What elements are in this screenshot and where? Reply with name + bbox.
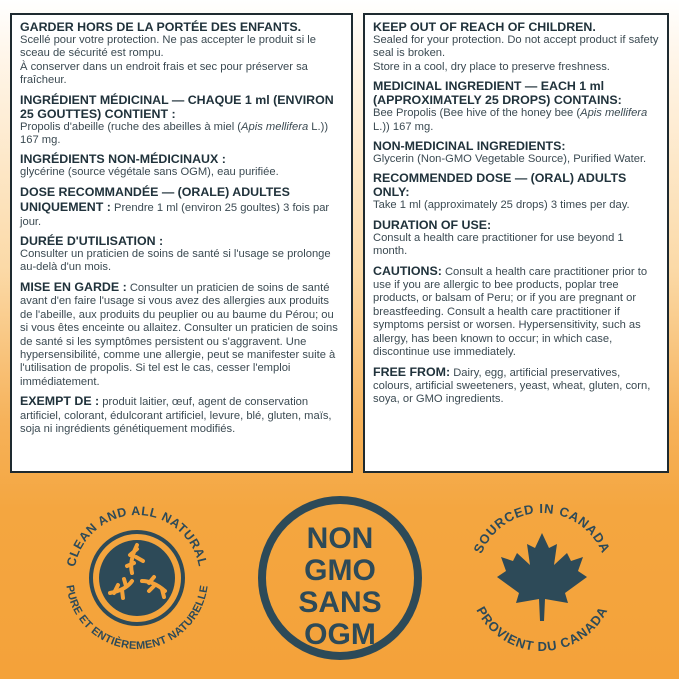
natural-bottom-text: PURE ET ENTIÈREMENT NATURELLE xyxy=(63,584,211,653)
non-medicinal-heading: INGRÉDIENTS NON-MÉDICINAUX : xyxy=(20,152,226,167)
cautions-text: Consult a health care practitioner prior to use if you are allergic to bee products, poplar tree products, or balsam of Peru; or if you are pregnant or breastfeeding. Consult a health care practitioner if symptoms persist or worsen. Hypersensitivity, such as allergy, has been known to occur; in which case, discontinue use immediately. xyxy=(373,265,648,359)
warning-text-seal: Scellé pour votre protection. Ne pas accepter le produit si le sceau de sécurité est rompu. xyxy=(20,34,317,60)
dose-text: Take 1 ml (approximately 25 drops) 3 times per day. xyxy=(373,199,630,212)
dose-heading: DOSE RECOMMANDÉE — (ORALE) ADULTES UNIQUEMENT : xyxy=(20,184,290,215)
cautions-heading: CAUTIONS: xyxy=(373,263,442,278)
duration-heading: DURÉE D'UTILISATION : xyxy=(20,234,164,249)
free-from-heading: EXEMPT DE : xyxy=(20,394,100,409)
dose-section xyxy=(20,185,344,229)
non-medicinal-section xyxy=(373,139,660,166)
free-from-text: produit laitier, œuf, agent de conservation artificiel, colorant, édulcorant artificiel, levure, blé, gluten, maïs, soja ni ingrédients génétiquement modifiés. xyxy=(20,396,332,435)
ingredient-text-a: Bee Propolis (Bee hive of the honey bee ( xyxy=(373,107,581,120)
warning-section xyxy=(373,20,660,74)
free-from-section xyxy=(373,365,660,407)
duration-heading: DURATION OF USE: xyxy=(373,217,492,232)
cautions-text: Consulter un praticien de soins de santé avant d'en faire l'usage si vous avez des allergies aux produits de l'abeille, aux produits du peuplier ou au baume du Pérou; ou si vous êtes enceinte ou allaitez. Consulter un praticien de soins de santé si les symptômes persistent ou s'aggravent. Une hypersensibilité, comme une allergie, peut se manifester suite à l'utilisation de propolis. Si tel est le cas, cesser l'emploi immédiatement. xyxy=(20,281,338,388)
warning-text-storage: À conserver dans un endroit frais et sec pour préserver sa fraîcheur. xyxy=(20,60,308,87)
dose-text: Prendre 1 ml (environ 25 goultes) 3 fois par jour. xyxy=(20,202,330,228)
ingredient-text-a: Propolis d'abeille (ruche des abeilles à miel ( xyxy=(20,120,242,133)
medicinal-ingredient-heading: MEDICINAL INGREDIENT — EACH 1 ml (APPROXIMATELY 25 DROPS) CONTAINS: xyxy=(373,79,622,108)
gmo-line-3: SANS xyxy=(298,586,382,619)
dose-heading: RECOMMENDED DOSE — (ORAL) ADULTS ONLY: xyxy=(373,171,627,200)
non-gmo-badge xyxy=(255,493,425,663)
medicinal-ingredient-text xyxy=(373,107,660,134)
natural-badge xyxy=(52,493,222,663)
non-medicinal-section xyxy=(20,152,344,179)
natural-top-text: CLEAN AND ALL NATURAL xyxy=(64,503,210,568)
gmo-line-4: OGM xyxy=(304,618,376,651)
medicinal-ingredient-text xyxy=(20,121,344,148)
dose-section xyxy=(373,171,660,212)
gmo-line-2: GMO xyxy=(304,554,376,587)
latin-name: Apis mellifera xyxy=(580,107,648,120)
canada-badge xyxy=(457,493,627,663)
gmo-line-1: NON xyxy=(306,522,374,555)
non-medicinal-heading: NON-MEDICINAL INGREDIENTS: xyxy=(373,139,566,154)
ingredient-text-c: L.)) 167 mg. xyxy=(373,120,434,133)
medicinal-ingredient-section xyxy=(20,93,344,148)
canada-bottom-text: PROVIENT DU CANADA xyxy=(473,603,611,655)
non-medicinal-text: glycérine (source végétale sans OGM), eau purifiée. xyxy=(20,166,279,179)
cautions-section xyxy=(20,280,344,389)
duration-section xyxy=(20,234,344,275)
free-from-heading: FREE FROM: xyxy=(373,364,451,379)
free-from-section xyxy=(20,394,344,436)
english-label-panel xyxy=(363,13,669,473)
cautions-heading: MISE EN GARDE : xyxy=(20,279,127,294)
free-from-text: Dairy, egg, artificial preservatives, colours, artificial sweeteners, yeast, wheat, gluten, corn, soya, or GMO ingredients. xyxy=(373,366,651,406)
warning-heading: GARDER HORS DE LA PORTÉE DES ENFANTS. xyxy=(20,20,302,34)
duration-section xyxy=(373,218,660,259)
warning-section xyxy=(20,20,344,88)
latin-name: Apis mellifera xyxy=(241,120,309,133)
ingredient-text-c: L.)) 167 mg. xyxy=(20,120,329,147)
french-label-panel xyxy=(10,13,353,473)
cautions-section xyxy=(373,264,660,360)
medicinal-ingredient-heading: INGRÉDIENT MÉDICINAL — CHAQUE 1 ml (ENVIRON 25 GOUTTES) CONTIENT : xyxy=(20,92,334,121)
recycle-leaf-icon xyxy=(99,540,175,616)
medicinal-ingredient-section xyxy=(373,79,660,134)
warning-text-storage: Store in a cool, dry place to preserve freshness. xyxy=(373,60,610,73)
duration-text: Consult a health care practitioner for use beyond 1 month. xyxy=(373,231,624,258)
warning-text-seal: Sealed for your protection. Do not accept product if safety seal is broken. xyxy=(373,34,659,60)
duration-text: Consulter un praticien de soins de santé si l'usage se prolonge au-delà d'un mois. xyxy=(20,248,331,274)
canada-top-text: SOURCED IN CANADA xyxy=(470,500,614,556)
maple-leaf-icon xyxy=(497,533,587,621)
non-medicinal-text: Glycerin (Non-GMO Vegetable Source), Purified Water. xyxy=(373,153,647,166)
warning-heading: KEEP OUT OF REACH OF CHILDREN. xyxy=(373,20,596,34)
